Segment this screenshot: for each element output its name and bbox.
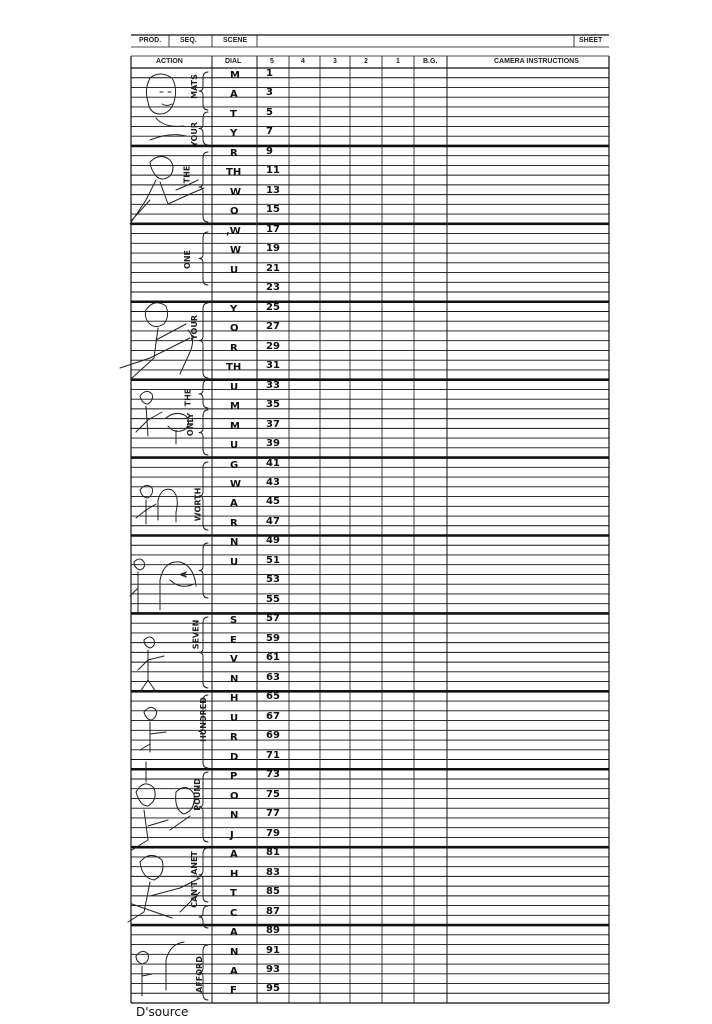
frame-number: 93	[266, 963, 280, 975]
dial-cell: U	[230, 440, 239, 452]
dial-cell: M	[230, 420, 240, 432]
dial-cell: H	[230, 693, 239, 705]
dial-cell: P	[230, 771, 238, 783]
frame-number: 65	[266, 691, 280, 703]
dial-cell: TH	[226, 167, 242, 179]
camera-instructions-header: CAMERA INSTRUCTIONS	[494, 58, 579, 65]
action-header: ACTION	[156, 58, 183, 65]
sidebar-word: SEVEN	[191, 619, 201, 650]
frame-number: 23	[266, 282, 280, 294]
sidebar-word: JANET	[189, 851, 199, 878]
sidebar-word: HUNDRED	[198, 697, 208, 742]
sidebar-word: ONLY	[186, 412, 196, 437]
frame-number: 61	[266, 652, 280, 664]
phrase-brace	[199, 152, 208, 222]
dial-cell: R	[230, 732, 238, 744]
dial-cell: O	[230, 206, 239, 218]
frame-number: 75	[266, 788, 280, 800]
frame-number: 49	[266, 535, 280, 547]
dial-cell: R	[230, 147, 238, 159]
dial-cell: A	[230, 89, 238, 101]
frame-number: 85	[266, 886, 280, 898]
frame-number: 87	[266, 905, 280, 917]
sidebar-word: CAN'T	[189, 881, 199, 908]
action-sketch	[132, 784, 194, 850]
col-4-header: 4	[301, 58, 305, 65]
dial-cell: A	[230, 965, 238, 977]
dial-header: DIAL	[225, 58, 242, 65]
source-credit: D'source	[136, 1005, 189, 1019]
frame-number: 25	[266, 301, 280, 313]
sidebar-word: YOUR	[189, 122, 199, 147]
dial-cell: T	[230, 108, 237, 120]
frame-number: 83	[266, 866, 280, 878]
frame-number: 81	[266, 847, 280, 859]
frame-number: 89	[266, 925, 280, 937]
dial-cell: Y	[230, 303, 238, 315]
frame-number: 51	[266, 554, 280, 566]
dial-cell: H	[230, 868, 239, 880]
frame-number: 71	[266, 749, 280, 761]
col-1-header: 1	[396, 58, 400, 65]
phrase-brace	[199, 543, 208, 598]
dial-cell: G	[230, 459, 239, 471]
frame-number: 21	[266, 262, 280, 274]
phrase-brace	[199, 380, 208, 408]
dial-cell: V	[230, 654, 238, 666]
col-3-header: 3	[333, 58, 337, 65]
dial-cell: A	[230, 927, 238, 939]
dial-cell: D	[230, 751, 239, 763]
dial-cell: C	[230, 907, 238, 919]
sidebar-word: POUND	[192, 778, 202, 811]
action-sketch	[138, 637, 164, 692]
frame-number: 41	[266, 457, 280, 469]
frame-number: 67	[266, 710, 280, 722]
frame-number: 57	[266, 613, 280, 625]
frame-number: 5	[266, 106, 273, 118]
dial-cell: U	[230, 264, 239, 276]
dial-cell: O	[230, 323, 239, 335]
dial-cell: M	[230, 401, 240, 413]
frame-number: 59	[266, 632, 280, 644]
dial-cell: W	[230, 479, 242, 490]
frame-number: 77	[266, 808, 280, 820]
frame-number: 33	[266, 379, 280, 391]
dial-cell: A	[230, 849, 238, 861]
frame-number: 7	[266, 126, 273, 138]
dial-cell: N	[230, 673, 239, 685]
phrase-brace	[199, 232, 208, 285]
frame-number: 45	[266, 496, 280, 508]
frame-number: 53	[266, 574, 280, 586]
frame-number: 55	[266, 593, 280, 605]
frame-number: 39	[266, 438, 280, 450]
sidebar-word: THE	[183, 388, 193, 407]
frame-number: 31	[266, 360, 280, 372]
frame-number: 69	[266, 730, 280, 742]
sheet-label: SHEET	[579, 37, 603, 44]
sidebar-word: ONE	[182, 250, 192, 269]
dial-cell: O	[230, 790, 239, 802]
dial-cell: TH	[226, 362, 242, 374]
frame-number: 19	[266, 243, 280, 255]
frame-number: 43	[266, 477, 280, 488]
col-2-header: 2	[364, 58, 368, 65]
sidebar-word: YOUR	[189, 315, 199, 340]
dial-cell: ,W	[226, 225, 241, 237]
dial-cell: R	[230, 342, 238, 354]
dial-cell: S	[230, 615, 238, 627]
sidebar-word: AFFORD	[194, 956, 204, 993]
dial-cell: A	[230, 498, 238, 510]
sidebar-word: THE	[182, 165, 192, 184]
frame-number: 35	[266, 399, 280, 411]
frame-number: 63	[266, 671, 280, 683]
sidebar-word: A	[179, 571, 189, 578]
scene-label: SCENE	[223, 37, 248, 44]
dial-cell: Y	[230, 128, 238, 140]
action-sketch	[136, 942, 184, 996]
dial-cell: U	[230, 381, 239, 393]
frame-number: 27	[266, 321, 280, 333]
dial-cell: N	[230, 537, 239, 549]
sidebar-word: WORTH	[193, 487, 203, 522]
col-5-header: 5	[270, 58, 274, 65]
dial-cell: N	[230, 810, 239, 822]
seq-label: SEQ.	[180, 37, 197, 44]
frame-number: 47	[266, 515, 280, 527]
prod-label: PROD.	[139, 37, 162, 44]
dial-cell: F	[230, 985, 237, 997]
dial-cell: R	[230, 517, 238, 529]
dial-cell: W	[230, 245, 242, 257]
frame-number: 1	[266, 67, 273, 79]
dial-cell: J	[230, 829, 234, 841]
frame-number: 15	[266, 204, 280, 216]
dial-cell: T	[230, 888, 237, 900]
dial-cell: U	[230, 556, 239, 568]
sidebar-word: MATS	[189, 74, 199, 99]
frame-number: 91	[266, 944, 280, 956]
frame-number: 3	[266, 87, 273, 99]
dial-cell: U	[230, 712, 239, 724]
action-sketch	[136, 485, 177, 524]
dial-cell: N	[230, 946, 239, 958]
dial-cell: M	[230, 69, 240, 81]
frame-number: 95	[266, 983, 280, 995]
frame-number: 79	[266, 827, 280, 839]
frame-number: 29	[266, 340, 280, 352]
frame-number: 9	[266, 145, 273, 157]
dial-cell: E	[230, 634, 237, 646]
frame-number: 73	[266, 769, 280, 781]
action-sketch	[140, 707, 166, 782]
frame-number: 17	[266, 223, 280, 235]
frame-number: 13	[266, 184, 280, 196]
phrase-brace	[199, 848, 208, 902]
frame-number: 37	[266, 418, 280, 430]
bg-header: B.G.	[423, 58, 438, 65]
frame-number: 11	[266, 165, 280, 177]
dial-cell: W	[230, 186, 242, 198]
